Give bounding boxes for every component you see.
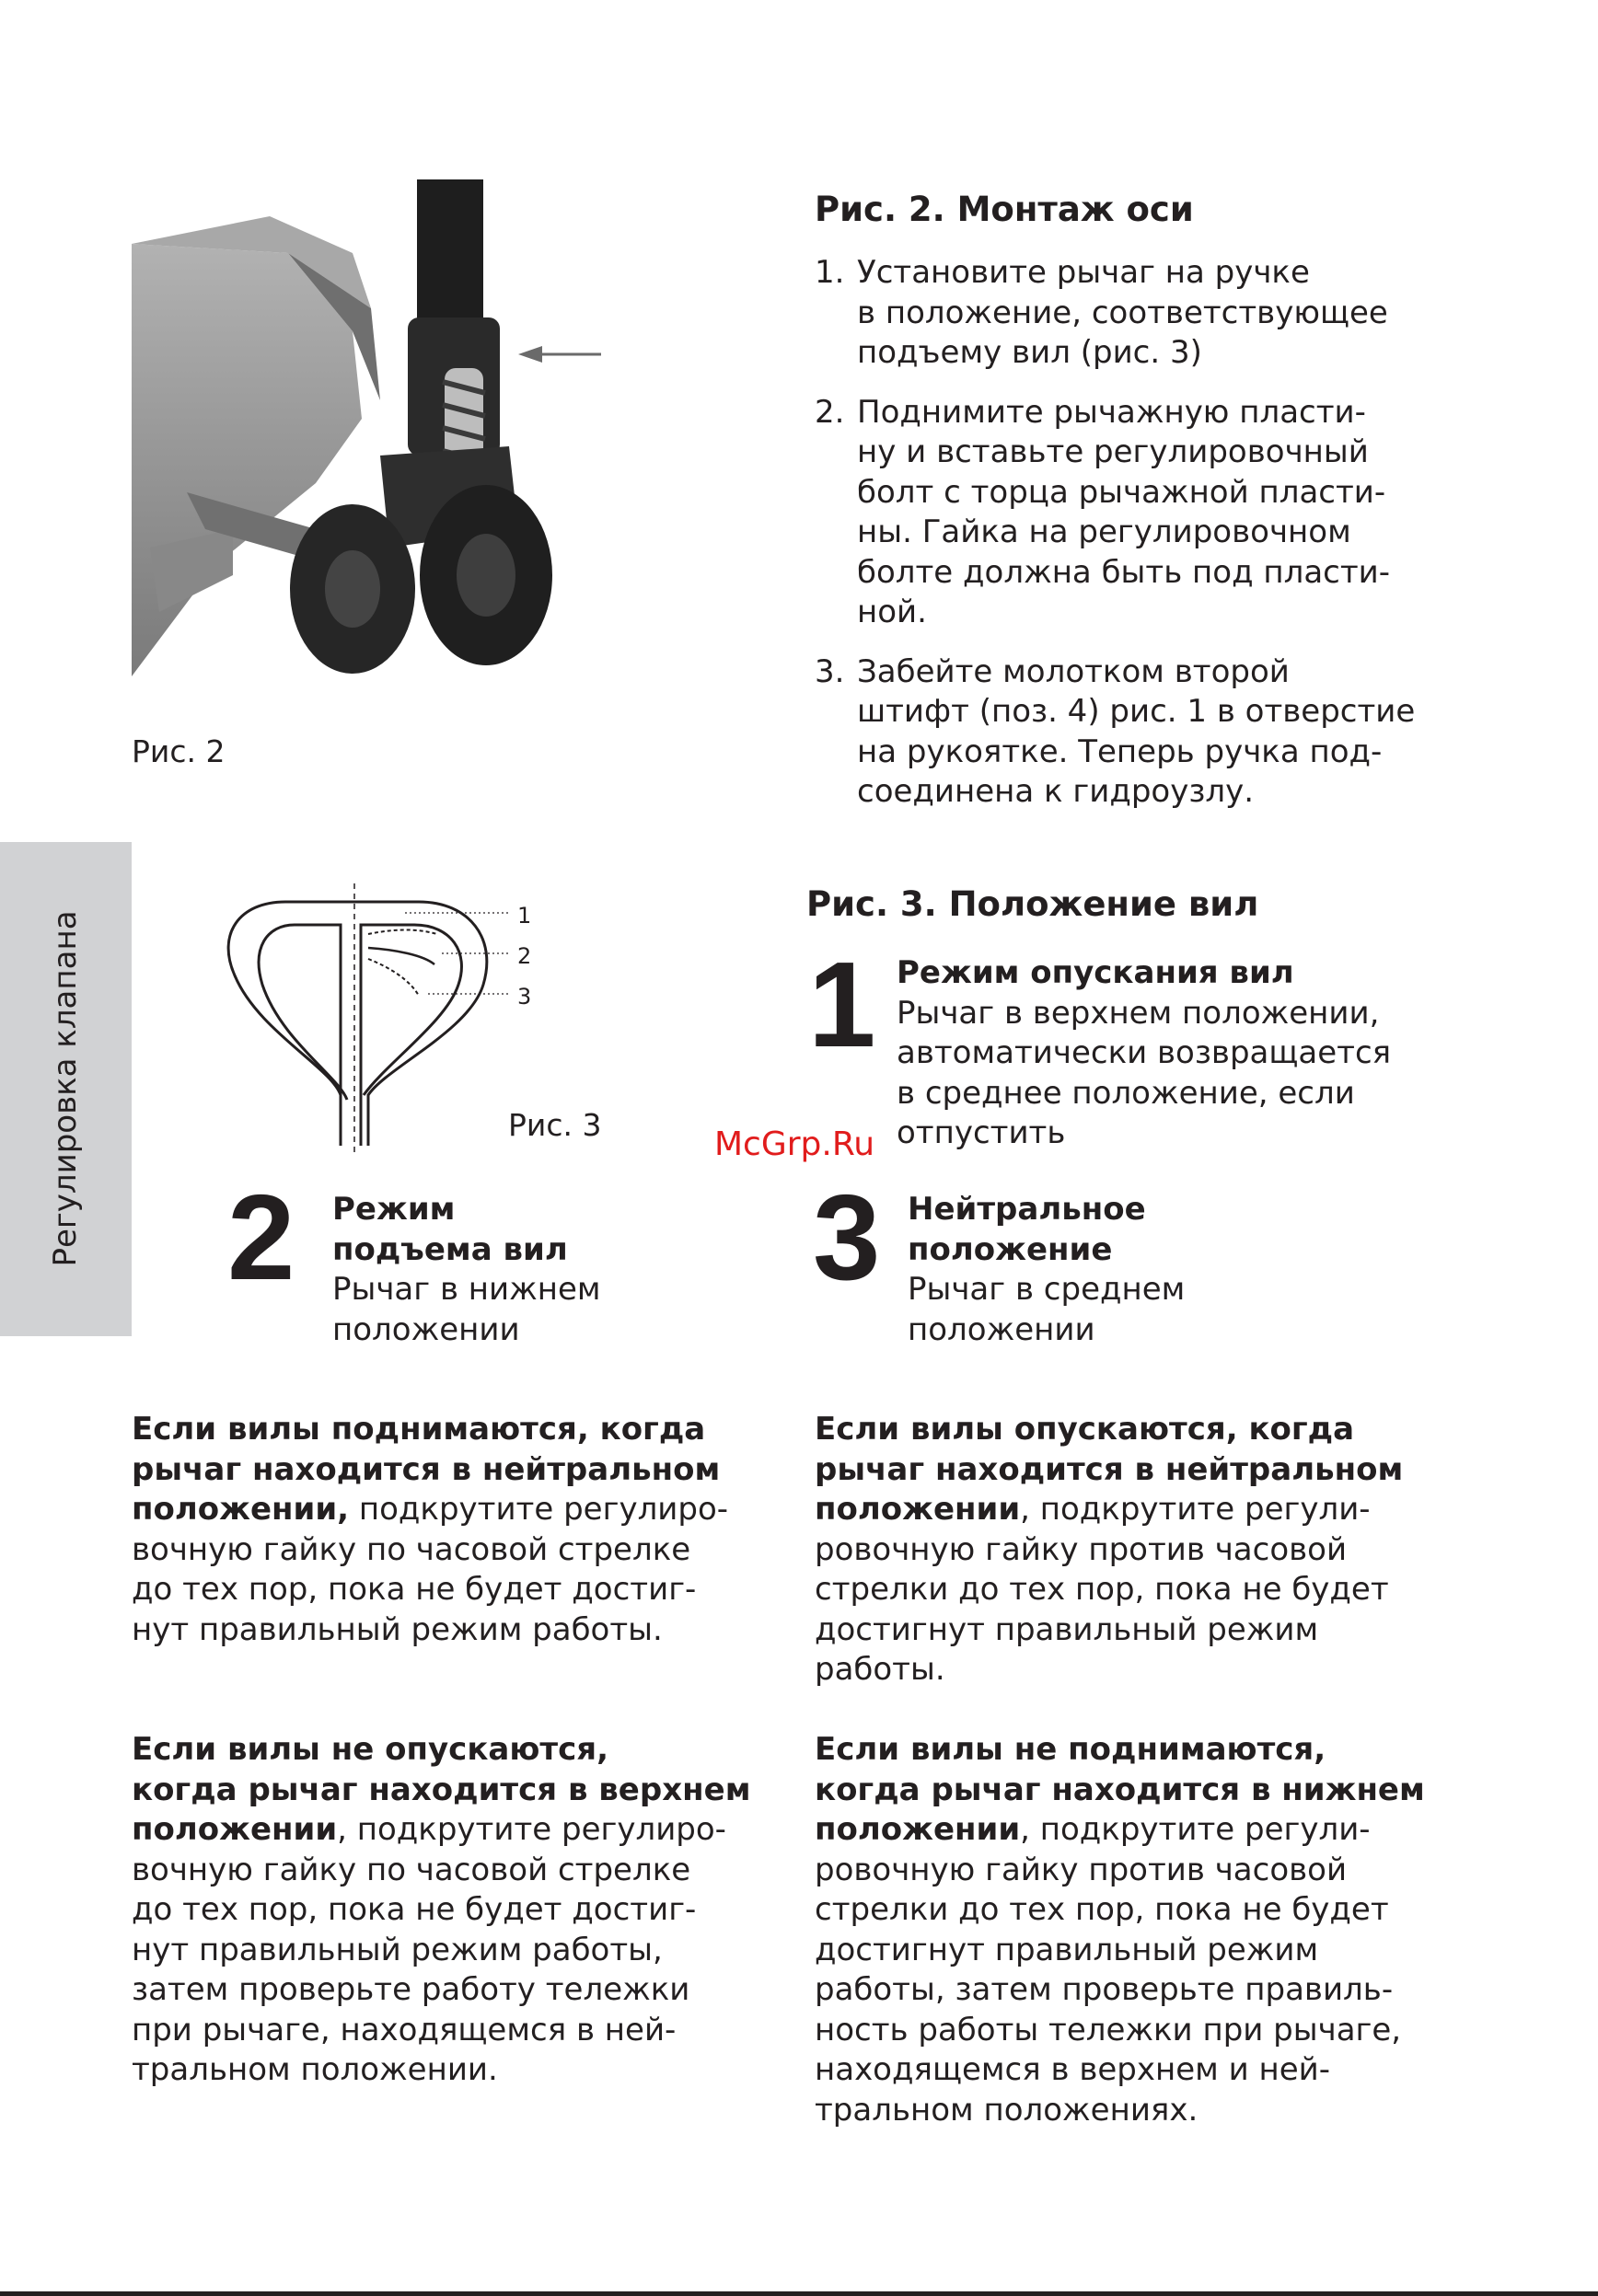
step-number: 1. [815,254,845,291]
mode-1-number: 1 [808,937,876,1072]
paragraph-forks-lower-neutral: Если вилы опускаются, когда рычаг находится в нейтральном положении, подкрутите регули- ровочную гайку против часовой стрелки до тех пор, пока не будет достигнут правильный режим работы. [815,1411,1404,1688]
step-number: 2. [815,393,845,431]
step-number: 3. [815,652,845,690]
handle-diagram [221,883,552,1160]
watermark: McGrp.Ru [714,1125,875,1163]
mode-3-number: 3 [813,1170,881,1305]
mode-3-text: Нейтральное положение Рычаг в среднем положении [908,1190,1368,1350]
callout-2: 2 [517,943,532,969]
step-2: 2. Поднимите рычажную пласти- ну и вставьте регулировочный болт с торца рычажной пласти- ны. Гайка на регулировочном болте должна быть под пласти- ной. [815,393,1391,630]
mode-2-number: 2 [227,1170,295,1305]
mode-1-text: Режим опускания вил Рычаг в верхнем положении, автоматически возвращается в среднее положение, если отпустить [897,953,1559,1154]
paragraph-forks-rise-neutral: Если вилы поднимаются, когда рычаг находится в нейтральном положении, подкрутите регулиро- вочную гайку по часовой стрелке до тех пор, пока не будет достиг- нут правильный режим работы. [132,1411,729,1648]
step-3: 3. Забейте молотком второй штифт (поз. 4) рис. 1 в отверстие на рукоятке. Теперь ручка под- соединена к гидроузлу. [815,652,1416,810]
mode-2-text: Режим подъема вил Рычаг в нижнем положении [332,1190,701,1350]
fig2-title: Рис. 2. Монтаж оси [815,190,1194,229]
fig3-caption: Рис. 3 [508,1107,602,1143]
fig3-title: Рис. 3. Положение вил [806,884,1259,924]
mode-2-title: Режим [332,1191,456,1228]
bottom-rule [0,2291,1598,2296]
side-tab-label: Регулировка клапана [47,910,84,1267]
paragraph-forks-not-lower: Если вилы не опускаются, когда рычаг находится в верхнем положении, подкрутите регулиро- вочную гайку по часовой стрелке до тех пор, пока не будет достиг- нут правильный режим работы, затем проверьте работу тележки при рычаге, находящемся в ней- тральном положении. [132,1731,751,2088]
fig2-caption: Рис. 2 [132,733,226,769]
callout-3: 3 [517,984,532,1010]
mode-3-title: Нейтральное [908,1191,1146,1228]
step-1: 1. Установите рычаг на ручке в положение, соответствующее подъему вил (рис. 3) [815,254,1388,371]
fig2-steps [815,253,1533,832]
mode-1-title: Режим опускания вил [897,954,1294,991]
pallet-truck-photo [132,179,610,695]
paragraph-forks-not-rise: Если вилы не поднимаются, когда рычаг находится в нижнем положении, подкрутите регули- ровочную гайку против часовой стрелки до тех пор, пока не будет достигнут правильный режим работы, затем проверьте правиль- ность работы тележки при рычаге, находящемся в верхнем и ней- тральном положениях. [815,1731,1425,2129]
callout-1: 1 [517,903,532,929]
